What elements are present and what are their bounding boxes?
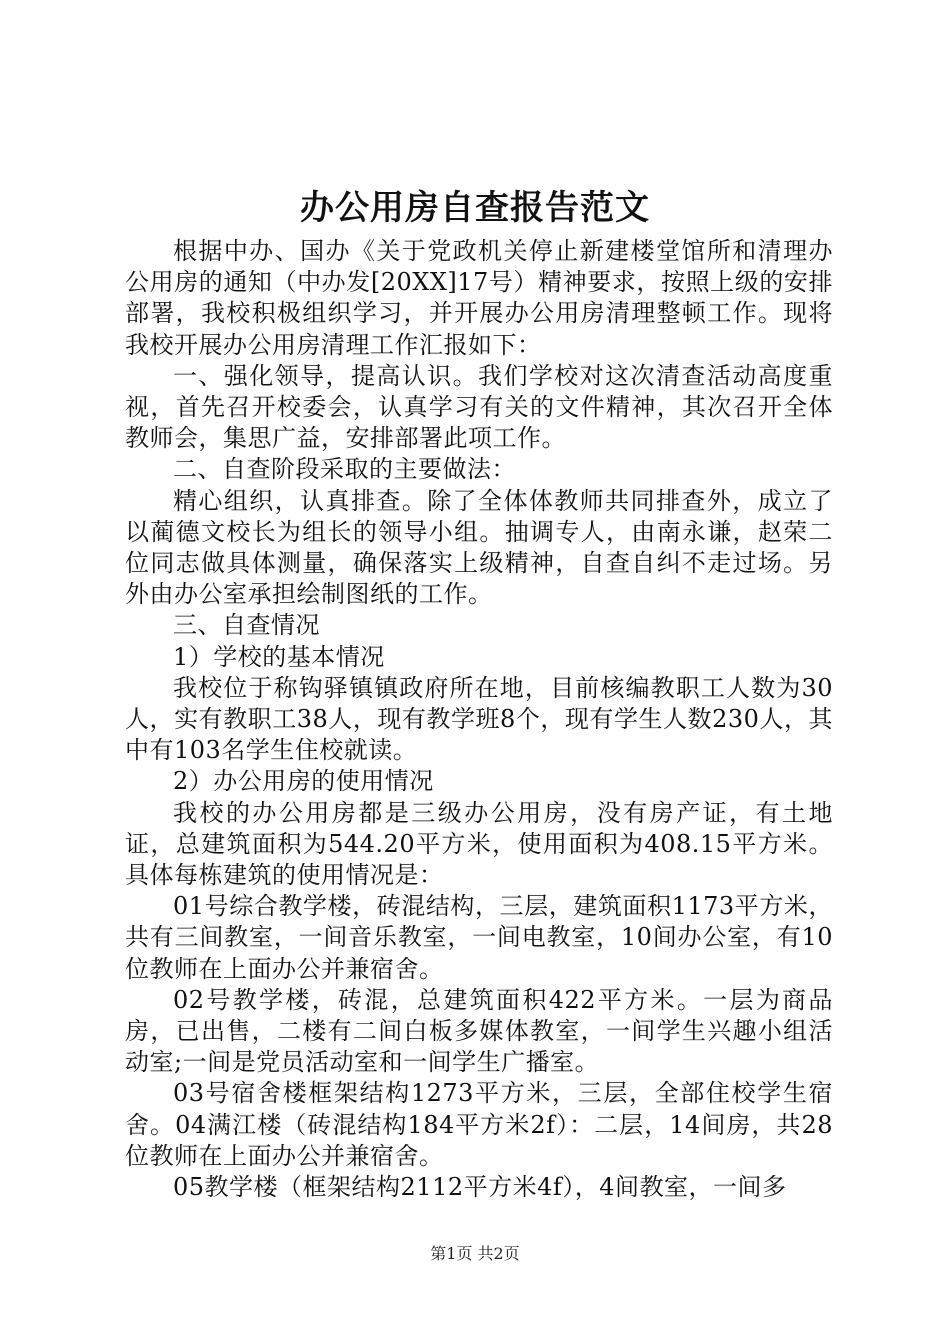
paragraph: 根据中办、国办《关于党政机关停止新建楼堂馆所和清理办公用房的通知（中办发[20XX]17号）精神要求，按照上级的安排部署，我校积极组织学习，并开展办公用房清理整顿工作。现将我校开展办公用房清理工作汇报如下： — [125, 237, 833, 359]
page-footer: 第1页 共2页 — [430, 1244, 520, 1263]
paragraph: 三、自查情况 — [173, 611, 320, 640]
paragraph: 我校的办公用房都是三级办公用房，没有房产证，有土地证，总建筑面积为544.20平方米，使用面积为408.15平方米。具体每栋建筑的使用情况是： — [125, 798, 833, 890]
paragraph: 05教学楼（框架结构2112平方米4f），4间教室，一间多 — [173, 1173, 787, 1202]
paragraph: 01号综合教学楼，砖混结构，三层，建筑面积1173平方米，共有三间教室，一间音乐教室，一间电教室，10间办公室，有10位教师在上面办公并兼宿舍。 — [125, 892, 833, 983]
paragraph: 一、强化领导，提高认识。我们学校对这次清查活动高度重视，首先召开校委会，认真学习有关的文件精神，其次召开全体教师会，集思广益，安排部署此项工作。 — [125, 361, 833, 453]
paragraph: 02号教学楼，砖混，总建筑面积422平方米。一层为商品房，已出售，二楼有二间白板多媒体教室，一间学生兴趣小组活动室;一间是党员活动室和一间学生广播室。 — [125, 985, 833, 1077]
document-body — [125, 236, 833, 1203]
paragraph: 二、自查阶段采取的主要做法： — [173, 455, 516, 484]
paragraph: 我校位于称钩驿镇镇政府所在地，目前核编教职工人数为30人，实有教职工38人，现有教学班8个，现有学生人数230人，其中有103名学生住校就读。 — [125, 673, 833, 765]
paragraph: 2）办公用房的使用情况 — [173, 767, 434, 796]
paragraph: 1）学校的基本情况 — [173, 642, 385, 671]
document-title: 办公用房自查报告范文 — [300, 188, 650, 228]
paragraph: 03号宿舍楼框架结构1273平方米，三层，全部住校学生宿舍。04满江楼（砖混结构184平方米2f）：二层，14间房，共28位教师在上面办公并兼宿舍。 — [125, 1079, 833, 1170]
paragraph: 精心组织，认真排查。除了全体体教师共同排查外，成立了以蔺德文校长为组长的领导小组。抽调专人，由南永谦，赵荣二位同志做具体测量，确保落实上级精神，自查自纠不走过场。另外由办公室承担绘制图纸的工作。 — [125, 486, 833, 609]
